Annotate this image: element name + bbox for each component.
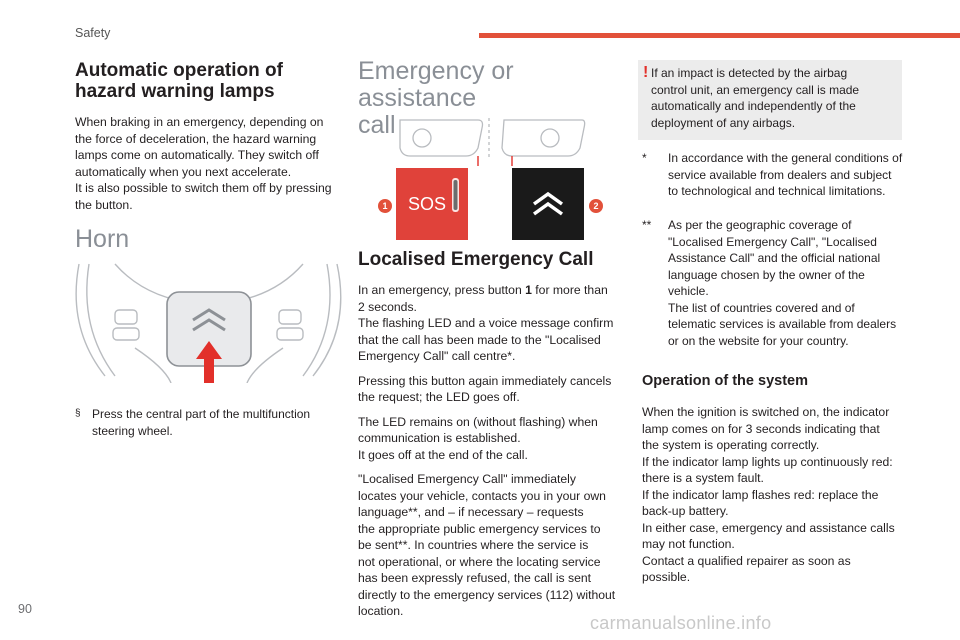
para-line: the appropriate public emergency services to xyxy=(358,521,601,536)
localised-emergency-title: Localised Emergency Call xyxy=(358,249,594,270)
para-line: that the call has been made to the "Localised xyxy=(358,332,601,347)
operation-title: Operation of the system xyxy=(642,373,808,389)
emergency-title-line-1: Emergency or assistance xyxy=(358,57,514,112)
op-line: In either case, emergency and assistance calls xyxy=(642,520,895,535)
para-line: be sent**. In countries where the service is xyxy=(358,538,589,552)
op-line: If the indicator lamp lights up continuously red: xyxy=(642,454,893,469)
hazard-title-line-2: hazard warning lamps xyxy=(75,81,275,102)
op-line: Contact a qualified repairer as soon as xyxy=(642,553,851,568)
hazard-line: lamps come on automatically. They switch off xyxy=(75,148,319,162)
op-line: When the ignition is switched on, the indicator xyxy=(642,405,890,419)
warning-note-text xyxy=(651,65,896,131)
para-line: The flashing LED and a voice message confirm xyxy=(358,316,614,330)
op-line: possible. xyxy=(642,570,691,584)
button-ref: 1 xyxy=(525,283,532,297)
para-line: the request; the LED goes off. xyxy=(358,390,520,404)
para-line: Pressing this button again immediately cancels xyxy=(358,373,612,388)
para-line: Emergency Call" call centre*. xyxy=(358,349,516,363)
steering-wheel-illustration xyxy=(75,258,343,383)
warning-line: If an impact is detected by the airbag xyxy=(651,66,848,80)
footnote-single xyxy=(642,150,907,200)
hazard-section xyxy=(75,60,345,213)
header-accent-bar xyxy=(479,33,960,38)
para-line: 2 seconds. xyxy=(358,299,417,314)
bullet-icon: § xyxy=(75,408,81,419)
para-line: It goes off at the end of the call. xyxy=(358,447,528,462)
horn-instruction xyxy=(75,406,350,439)
steering-wheel-icon xyxy=(75,258,343,383)
horn-title: Horn xyxy=(75,225,130,253)
emergency-title-line-2: call xyxy=(358,111,396,139)
hazard-line: the force of deceleration, the hazard warning xyxy=(75,131,317,146)
para-line-part: for more than xyxy=(531,283,608,297)
footnote-line: As per the geographic coverage of xyxy=(668,218,852,232)
op-line: If the indicator lamp flashes red: replace the xyxy=(642,487,879,502)
warning-line: control unit, an emergency call is made xyxy=(651,82,860,97)
footnote-line: vehicle. xyxy=(668,284,709,298)
para-line: directly to the emergency services (112) without xyxy=(358,587,616,602)
footnote-line: service available from dealers and subject xyxy=(668,167,892,182)
para-line: communication is established. xyxy=(358,431,521,445)
sos-button-illustration xyxy=(374,112,610,242)
hazard-line: the button. xyxy=(75,197,133,212)
footnote-mark: ** xyxy=(642,218,652,232)
hazard-line: automatically when you next accelerate. xyxy=(75,164,292,179)
callout-badge-1: 1 xyxy=(378,199,392,213)
warning-line: automatically and independently of the xyxy=(651,99,856,113)
sos-label: SOS xyxy=(407,194,446,214)
page-number: 90 xyxy=(18,602,32,616)
footnote-mark: * xyxy=(642,151,647,165)
sos-illustration xyxy=(374,112,610,242)
op-line: there is a system fault. xyxy=(642,471,764,485)
footnote-line: Assistance Call" and the official national xyxy=(668,251,881,265)
watermark: carmanualsonline.info xyxy=(590,613,772,633)
para-line: location. xyxy=(358,604,404,618)
footnote-line: language chosen by the owner of the xyxy=(668,267,865,282)
para-line: language**, and – if necessary – requests xyxy=(358,505,584,519)
para-line-part: In an emergency, press button xyxy=(358,283,526,297)
footnote-line: In accordance with the general conditions of xyxy=(668,151,903,165)
op-line: lamp comes on for 3 seconds indicating that xyxy=(642,421,880,436)
section-label: Safety xyxy=(75,26,111,40)
hazard-text xyxy=(75,114,345,213)
warning-line: deployment of any airbags. xyxy=(651,115,796,130)
footnote-line: or on the website for your country. xyxy=(668,333,849,348)
horn-step-line: Press the central part of the multifunction xyxy=(92,407,311,421)
para-line: locates your vehicle, contacts you in your own xyxy=(358,488,606,503)
emergency-text xyxy=(358,282,626,620)
callout-badge-2: 2 xyxy=(589,199,603,213)
footnote-line: to technological and technical limitations. xyxy=(668,184,886,198)
hazard-line: When braking in an emergency, depending on xyxy=(75,115,324,129)
hazard-title-line-1: Automatic operation of xyxy=(75,60,283,81)
op-line: back-up battery. xyxy=(642,504,729,518)
para-line: "Localised Emergency Call" immediately xyxy=(358,472,576,486)
para-line xyxy=(358,282,626,299)
footnote-line: "Localised Emergency Call", "Localised xyxy=(668,234,877,249)
footnote-line: The list of countries covered and of xyxy=(668,300,855,315)
para-line: The LED remains on (without flashing) when xyxy=(358,414,598,429)
warning-icon: ! xyxy=(643,64,649,81)
para-line: not operational, or where the locating service xyxy=(358,554,601,569)
hazard-line: It is also possible to switch them off by pressing xyxy=(75,181,332,195)
op-line: may not function. xyxy=(642,537,735,551)
footnote-double xyxy=(642,217,907,349)
horn-step-line: steering wheel. xyxy=(92,423,173,438)
op-line: the system is operating correctly. xyxy=(642,438,820,452)
para-line: has been expressly refused, the call is sent xyxy=(358,571,592,585)
operation-text xyxy=(642,404,912,586)
footnote-line: telematic services is available from dealers xyxy=(668,317,897,331)
